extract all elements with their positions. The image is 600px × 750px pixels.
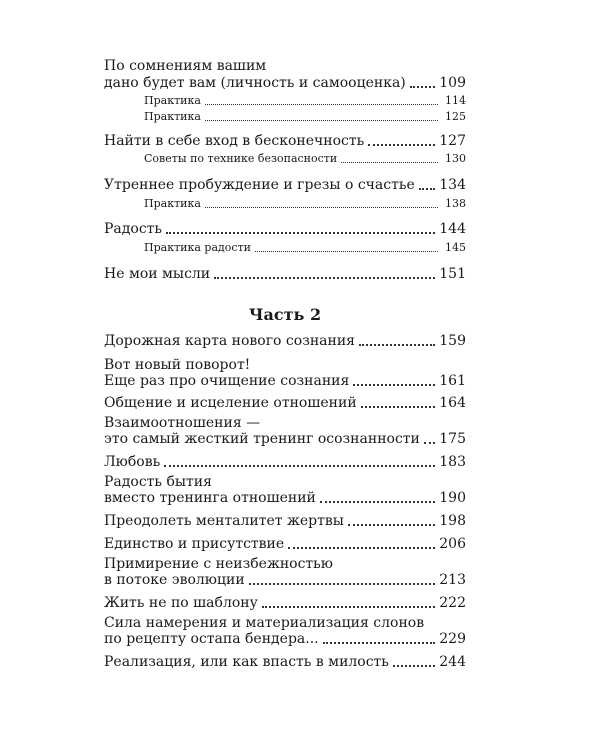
toc-entry-title: это самый жесткий тренинг осознанности: [104, 431, 420, 447]
dot-leader: [214, 267, 435, 279]
dot-leader: [361, 396, 436, 408]
toc-entry-title: Не мои мысли: [104, 266, 211, 282]
dot-leader: [348, 514, 435, 526]
dot-leader: [393, 655, 435, 667]
toc-page-number: 229: [439, 631, 466, 647]
toc-entry: [104, 572, 466, 588]
toc-entry: [104, 75, 466, 91]
toc-entry: [104, 631, 466, 647]
dot-leader: [424, 432, 435, 444]
dot-leader: [320, 491, 435, 503]
dot-leader: [255, 243, 438, 252]
toc-page-number: 183: [439, 454, 466, 470]
toc-subentry-title: Практика: [144, 94, 201, 107]
toc-entry-title: вместо тренинга отношений: [104, 490, 316, 506]
toc-entry-title: Реализация, или как впасть в милость: [104, 654, 389, 670]
toc-page-number: 164: [439, 395, 466, 411]
toc-page-number: 159: [439, 333, 466, 349]
toc-entry: [104, 333, 466, 349]
toc-entry: [104, 133, 466, 149]
dot-leader: [359, 334, 435, 346]
toc-entry-line: Радость бытия: [104, 474, 212, 490]
toc-entry-title: Жить не по шаблону: [104, 595, 258, 611]
toc-entry-line: Примирение с неизбежностью: [104, 556, 333, 572]
dot-leader: [341, 154, 438, 163]
toc-page-number: 244: [439, 654, 466, 670]
dot-leader: [249, 573, 436, 585]
toc-entry-line: По сомнениям вашим: [104, 58, 267, 74]
toc-entry-line: Сила намерения и материализация слонов: [104, 615, 425, 631]
toc-entry: [104, 595, 466, 611]
toc-entry: [104, 395, 466, 411]
dot-leader: [368, 134, 435, 146]
toc-entry-title: Утреннее пробуждение и грезы о счастье: [104, 177, 415, 193]
toc-entry-line: Взаимоотношения —: [104, 415, 261, 431]
toc-entry-title: Радость: [104, 221, 163, 237]
toc-entry: [104, 490, 466, 506]
toc-entry: [104, 177, 466, 193]
toc-entry: [104, 373, 466, 389]
part-heading: Часть 2: [248, 305, 322, 324]
toc-page-number: 125: [445, 110, 466, 123]
toc-page-number: 213: [439, 572, 466, 588]
toc-entry-title: в потоке эволюции: [104, 572, 245, 588]
toc-entry: [104, 513, 466, 529]
toc-page-number: 175: [439, 431, 466, 447]
toc-subentry: [144, 197, 466, 211]
toc-subentry: [144, 94, 466, 108]
toc-subentry: [144, 241, 466, 255]
toc-entry-title: Любовь: [104, 454, 161, 470]
toc-subentry: [144, 110, 466, 124]
toc-page-number: 206: [439, 536, 466, 552]
dot-leader: [288, 537, 435, 549]
toc-page-number: 109: [439, 75, 466, 91]
toc-subentry-title: Практика: [144, 197, 201, 210]
toc-entry-title: Дорожная карта нового сознания: [104, 333, 356, 349]
toc-entry: [104, 221, 466, 237]
toc-entry-title: Еще раз про очищение сознания: [104, 373, 350, 389]
dot-leader: [205, 199, 438, 208]
toc-entry-title: Преодолеть менталитет жертвы: [104, 513, 344, 529]
toc-entry-title: Общение и исцеление отношений: [104, 395, 357, 411]
dot-leader: [205, 112, 438, 121]
toc-entry: [104, 536, 466, 552]
toc-page-number: 114: [445, 94, 466, 107]
toc-page-number: 151: [439, 266, 466, 282]
toc-page-number: 130: [445, 152, 466, 165]
toc-entry: [104, 654, 466, 670]
toc-entry-title: Найти в себе вход в бесконечность: [104, 133, 365, 149]
toc-page-number: 138: [445, 197, 466, 210]
toc-page-number: 144: [439, 221, 466, 237]
dot-leader: [353, 374, 435, 386]
toc-page-number: 134: [439, 177, 466, 193]
toc-entry: [104, 454, 466, 470]
dot-leader: [410, 76, 436, 88]
dot-leader: [205, 96, 438, 105]
toc-entry: [104, 266, 466, 282]
toc-page-number: 145: [445, 241, 466, 254]
toc-entry-title: дано будет вам (личность и самооценка): [104, 75, 406, 91]
toc-page-number: 161: [439, 373, 466, 389]
dot-leader: [419, 178, 435, 190]
toc-subentry-title: Советы по технике безопасности: [144, 152, 338, 165]
toc-subentry-title: Практика радости: [144, 241, 251, 254]
dot-leader: [166, 222, 435, 234]
toc-entry-line: Вот новый поворот!: [104, 357, 251, 373]
toc-subentry: [144, 152, 466, 166]
dot-leader: [262, 596, 435, 608]
toc-entry-title: по рецепту остапа бендера...: [104, 631, 319, 647]
toc-subentry-title: Практика: [144, 110, 201, 123]
dot-leader: [323, 632, 436, 644]
toc-page-number: 222: [439, 595, 466, 611]
toc-page-number: 127: [439, 133, 466, 149]
dot-leader: [164, 455, 435, 467]
toc-entry: [104, 431, 466, 447]
toc-page-number: 198: [439, 513, 466, 529]
toc-entry-title: Единство и присутствие: [104, 536, 285, 552]
toc-page-number: 190: [439, 490, 466, 506]
